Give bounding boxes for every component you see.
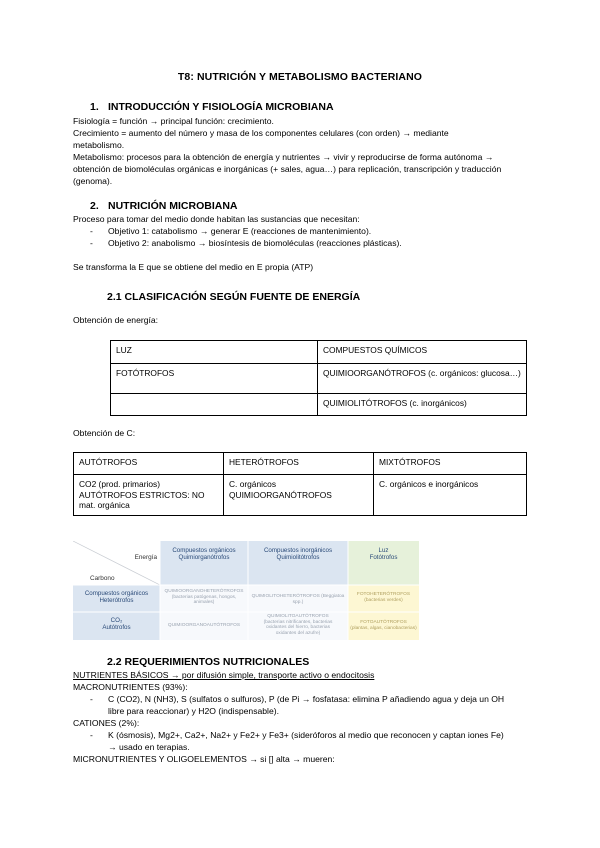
carbon-label: Obtención de C: bbox=[73, 428, 136, 438]
section-number: 1. bbox=[90, 101, 99, 113]
carbon-head-autotrophs: AUTÓTROFOS bbox=[74, 453, 224, 475]
cell-chemoorganoheterotrophs: QUIMIOORGANOHETERÓTROFOS (bacterias patógenas, hongos, animales) bbox=[160, 585, 248, 612]
corner-cell: Energía Carbono bbox=[73, 541, 160, 585]
col-header-inorganic: Compuestos inorgánicos Quimiolitótrofos bbox=[248, 541, 348, 585]
energy-table bbox=[110, 340, 527, 416]
carbon-table bbox=[73, 452, 527, 516]
empty-cell bbox=[111, 394, 318, 416]
list-item: - C (CO2), N (NH3), S (sulfatos o sulfuros), P (de Pi → fosfatasa: elimina P añadiendo agua y deja un OH libre para reaccionar) y H2O (indispensable). bbox=[90, 694, 505, 716]
chemoorganotrophs-cell: QUIMIOORGANÓTROFOS (c. orgánicos: glucosa…) bbox=[318, 364, 527, 394]
page-title: T8: NUTRICIÓN Y METABOLISMO BACTERIANO bbox=[177, 71, 423, 83]
chemolithotrophs-cell: QUIMIOLITÓTROFOS (c. inorgánicos) bbox=[318, 394, 527, 416]
list-item: - Objetivo 1: catabolismo → generar E (reacciones de mantenimiento). bbox=[90, 226, 372, 236]
cell-chemoorganoautotrophs: QUIMIOORGANOAUTÓTROFOS bbox=[160, 612, 248, 640]
s2-intro: Proceso para tomar del medio donde habitan las sustancias que necesitan: bbox=[73, 214, 360, 224]
carbon-head-heterotrophs: HETERÓTROFOS bbox=[224, 453, 374, 475]
list-item: - Objetivo 2: anabolismo → biosíntesis de biomoléculas (reacciones plásticas). bbox=[90, 238, 402, 248]
basic-nutrients: NUTRIENTES BÁSICOS → por difusión simple, transporte activo o endocitosis bbox=[73, 670, 375, 680]
phototrophs-cell: FOTÓTROFOS bbox=[111, 364, 318, 394]
cell-chemolithoautotrophs: QUIMIOLITOAUTÓTROFOS (bacterias nitrificantes, bacterias oxidantes del hierro, bacterias oxidantes del azufre) bbox=[248, 612, 348, 640]
mixotrophs-cell: C. orgánicos e inorgánicos bbox=[374, 475, 527, 516]
s1-line-3: metabolismo. bbox=[73, 140, 125, 150]
classification-image-table bbox=[73, 541, 419, 640]
energy-head-chemical: COMPUESTOS QUÍMICOS bbox=[318, 341, 527, 364]
s1-line-1: Fisiología = función → principal función: crecimiento. bbox=[73, 116, 274, 126]
row-header-heterotrophs: Compuestos orgánicos Heterótrofos bbox=[73, 585, 160, 612]
s1-line-6: (genoma). bbox=[73, 176, 113, 186]
micronutrients-label: MICRONUTRIENTES Y OLIGOELEMENTOS → si [] alta → mueren: bbox=[73, 754, 335, 764]
energy-label: Obtención de energía: bbox=[73, 315, 159, 325]
diagonal-line bbox=[73, 541, 160, 585]
energy-head-light: LUZ bbox=[111, 341, 318, 364]
row-header-autotrophs: CO₂ Autótrofos bbox=[73, 612, 160, 640]
carbon-head-mixotrophs: MIXTÓTROFOS bbox=[374, 453, 527, 475]
col-header-organic: Compuestos orgánicos Quimiorganótrofos bbox=[160, 541, 248, 585]
heterotrophs-cell: C. orgánicos QUIMIOORGANÓTROFOS bbox=[224, 475, 374, 516]
section-title: NUTRICIÓN MICROBIANA bbox=[108, 200, 238, 212]
col-header-light: Luz Fotótrofos bbox=[348, 541, 419, 585]
energy-note: Se transforma la E que se obtiene del medio en E propia (ATP) bbox=[73, 262, 314, 272]
cations-label: CATIONES (2%): bbox=[73, 718, 140, 728]
cell-photoheterotrophs: FOTOHETERÓTROFOS (bacterias verdes) bbox=[348, 585, 419, 612]
subsection-2-2-heading: 2.2 REQUERIMIENTOS NUTRICIONALES bbox=[107, 656, 310, 668]
s1-line-2: Crecimiento = aumento del número y masa de los componentes celulares (con orden) → mediante bbox=[73, 128, 449, 138]
cell-chemolithoheterotrophs: QUIMIOLITOHETERÓTROFOS (Beggiatoa spp.) bbox=[248, 585, 348, 612]
cell-photoautotrophs: FOTOAUTÓTROFOS (plantas, algas, cianobacterias) bbox=[348, 612, 419, 640]
section-title: INTRODUCCIÓN Y FISIOLOGÍA MICROBIANA bbox=[108, 101, 334, 113]
section-number: 2. bbox=[90, 200, 99, 212]
autotrophs-cell: CO2 (prod. primarios) AUTÓTROFOS ESTRICTOS: NO mat. orgánica bbox=[74, 475, 224, 516]
macronutrients-label: MACRONUTRIENTES (93%): bbox=[73, 682, 188, 692]
s1-line-4: Metabolismo: procesos para la obtención de energía y nutrientes → vivir y reproducirse de forma autónoma → bbox=[73, 152, 494, 162]
section-2-heading bbox=[90, 200, 238, 212]
list-item: - K (ósmosis), Mg2+, Ca2+, Na2+ y Fe2+ y Fe3+ (sideróforos al medio que reconocen y captan iones Fe) → usado en terapias. bbox=[90, 730, 504, 752]
subsection-2-1-heading: 2.1 CLASIFICACIÓN SEGÚN FUENTE DE ENERGÍA bbox=[107, 291, 361, 303]
s1-line-5: obtención de biomoléculas orgánicas e inorgánicas (+ sales, agua…) para replicación, transcripción y traducción bbox=[73, 164, 502, 174]
section-1-heading bbox=[90, 101, 334, 113]
